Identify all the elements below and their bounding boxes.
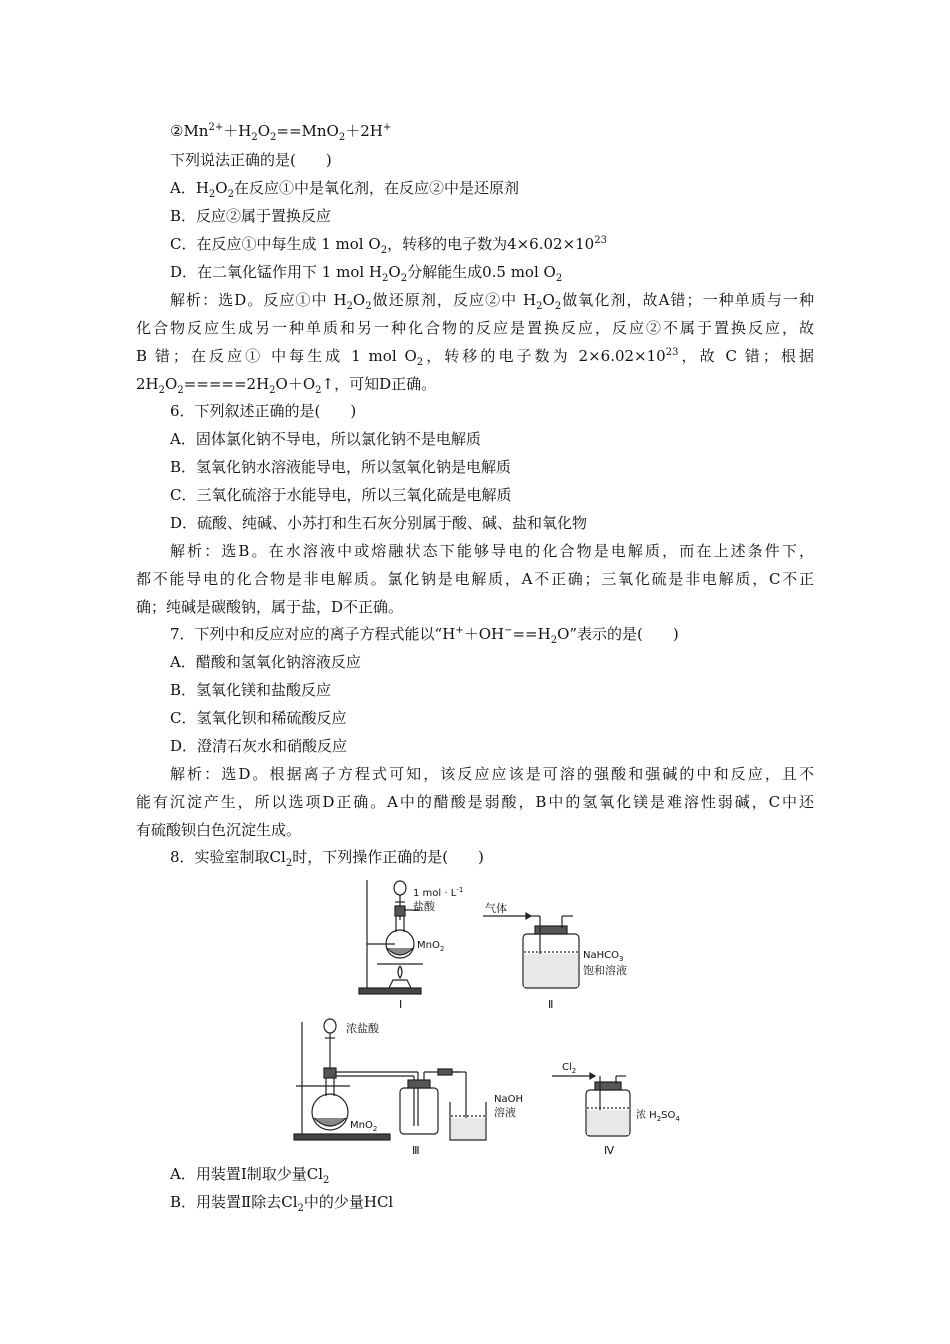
q6-stem: 6．下列叙述正确的是( ) — [170, 402, 357, 420]
q6-option-c: C．三氧化硫溶于水能导电，所以三氧化硫是电解质 — [170, 486, 512, 504]
alcohol-lamp — [389, 980, 411, 988]
q6-option-d: D．硫酸、纯碱、小苏打和生石灰分别属于酸、碱、盐和氧化物 — [170, 514, 588, 532]
q8-stem: 8．实验室制取$Cl_2$时，下列操作正确的是( ) — [170, 848, 484, 869]
svg-text:浓 H2SO4: 浓 $H_2SO_4$ — [636, 1110, 680, 1123]
q6-analysis-line1: 解析：选B。在水溶液中或熔融状态下能够导电的化合物是电解质，而在上述条件下， — [170, 542, 814, 560]
svg-text:Ⅳ: Ⅳ — [604, 1144, 615, 1157]
q5-analysis-line2: 化合物反应生成另一种单质和另一种化合物的反应是置换反应，反应②不属于置换反应，故 — [136, 319, 814, 337]
q5-stem: 下列说法正确的是( ) — [170, 151, 332, 169]
svg-text:MnO2: MnO$_2$ — [417, 940, 445, 953]
q7-option-a: A．醋酸和氢氧化钠溶液反应 — [170, 653, 361, 671]
q7-analysis-line2: 能有沉淀产生，所以选项D正确。A中的醋酸是弱酸，B中的氢氧化镁是难溶性弱碱，C中还 — [136, 793, 814, 811]
q7-analysis-line3: 有硫酸钡白色沉淀生成。 — [136, 821, 302, 839]
q7-analysis-line1: 解析：选D。根据离子方程式可知，该反应应该是可溶的强酸和强碱的中和反应，且不 — [170, 765, 814, 783]
svg-text:气体: 气体 — [485, 902, 507, 915]
funnel-bulb — [394, 881, 406, 895]
svg-text:Ⅲ: Ⅲ — [412, 1144, 420, 1157]
svg-text:NaHCO3: NaHCO$_3$ — [583, 950, 624, 963]
svg-text:溶液: 溶液 — [494, 1106, 516, 1119]
q7-option-d: D．澄清石灰水和硝酸反应 — [170, 737, 348, 755]
q5-option-d: D．在二氧化锰作用下 1 mol $H_2O_2$分解能生成0.5 mol $O_2$ — [170, 263, 563, 284]
q5-analysis-line1: 解析：选D。反应①中 $H_2O_2$做还原剂，反应②中 $H_2O_2$做氧化剂，故A错；一种单质与一种 — [170, 291, 814, 312]
q5-analysis-line3: B 错；在反应① 中每生成 1 mol $O_2$，转移的电子数为 $2\times 6.02\times 10^{23}$，故 C 错；根据 — [136, 347, 814, 368]
q7-option-c: C．氢氧化钡和稀硫酸反应 — [170, 709, 347, 727]
svg-text:浓盐酸: 浓盐酸 — [346, 1022, 379, 1035]
svg-text:饱和溶液: 饱和溶液 — [583, 964, 627, 977]
apparatus-figure-bottom — [290, 1016, 710, 1158]
q6-option-a: A．固体氯化钠不导电，所以氯化钠不是电解质 — [170, 430, 481, 448]
q6-analysis-line2: 都不能导电的化合物是非电解质。氯化钠是电解质，A不正确；三氧化硫是非电解质，C不正 — [136, 570, 814, 588]
svg-text:MnO2: MnO$_2$ — [350, 1120, 378, 1133]
svg-text:Ⅱ: Ⅱ — [548, 998, 554, 1011]
svg-text:NaOH: NaOH — [494, 1094, 523, 1105]
stand-base — [359, 988, 421, 994]
svg-text:盐酸: 盐酸 — [413, 900, 435, 913]
q5-option-b: B．反应②属于置换反应 — [170, 207, 332, 225]
q8-option-b: B．用装置Ⅱ除去$Cl_2$中的少量HCl — [170, 1193, 394, 1214]
svg-text:Ⅰ: Ⅰ — [399, 998, 403, 1011]
q6-analysis-line3: 确；纯碱是碳酸钠，属于盐，D不正确。 — [136, 598, 404, 616]
q7-option-b: B．氢氧化镁和盐酸反应 — [170, 681, 332, 699]
q6-option-b: B．氢氧化钠水溶液能导电，所以氢氧化钠是电解质 — [170, 458, 512, 476]
q8-option-a: A．用装置Ⅰ制取少量$Cl_2$ — [170, 1165, 330, 1186]
svg-text:1 mol · L-1: 1 mol · $L^{-1}$ — [413, 886, 464, 899]
q5-analysis-line4: $2H_2O_2=====2H_2O+O_2↑$，可知D正确。 — [136, 375, 437, 396]
q5-option-c: C．在反应①中每生成 1 mol $O_2$，转移的电子数为$4\times 6.02\times 10^{23}$ — [170, 235, 607, 256]
q5-option-a: A．$H_2O_2$在反应①中是氧化剂，在反应②中是还原剂 — [170, 179, 519, 200]
apparatus-figure-top — [355, 872, 635, 1014]
q7-stem: 7．下列中和反应对应的离子方程式能以“$H^++OH^-==H_2O$”表示的是( ) — [170, 625, 679, 646]
svg-text:Cl2: $Cl_2$ — [562, 1062, 577, 1075]
reaction-2: $②Mn^{2+}+H_2O_2==MnO_2+2H^+$ — [170, 122, 392, 143]
